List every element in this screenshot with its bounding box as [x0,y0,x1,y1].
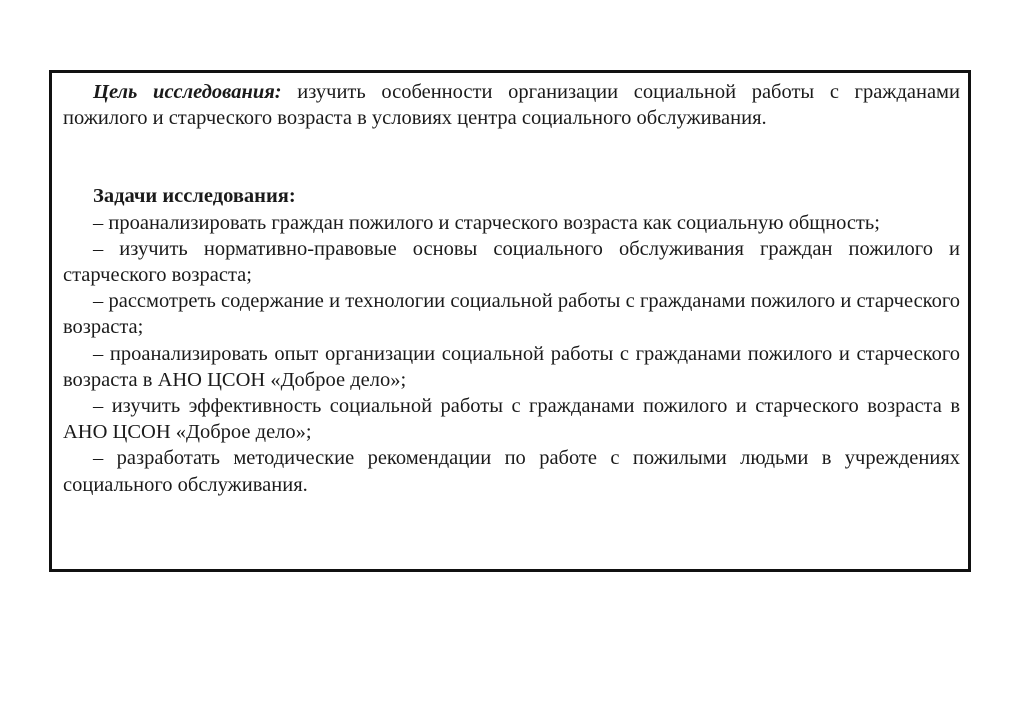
goal-paragraph [63,79,960,131]
goal-label: Цель исследования: [93,81,282,103]
task-item-4: – проанализировать опыт организации социальной работы с гражданами пожилого и старческого возраста в АНО ЦСОН «Доброе дело»; [63,342,960,391]
task-item-5: – изучить эффективность социальной работы с гражданами пожилого и старческого возраста в АНО ЦСОН «Доброе дело»; [63,395,960,444]
task-item-1: – проанализировать граждан пожилого и старческого возраста как социальную общность; [93,211,880,234]
task-item-6: – разработать методические рекомендации по работе с пожилыми людьми в учреждениях социального обслуживания. [63,447,960,496]
content-frame [49,70,971,572]
task-item-2: – изучить нормативно-правовые основы социального обслуживания граждан пожилого и старческого возраста; [63,237,960,287]
goal-text: изучить особенности организации социальной работы с гражданами пожилого и старческого возраста в условиях центра социального обслуживания. [63,81,960,130]
tasks-heading: Задачи исследования: [93,185,296,208]
task-item-3: – рассмотреть содержание и технологии социальной работы с гражданами пожилого и старческого возраста; [63,290,960,339]
